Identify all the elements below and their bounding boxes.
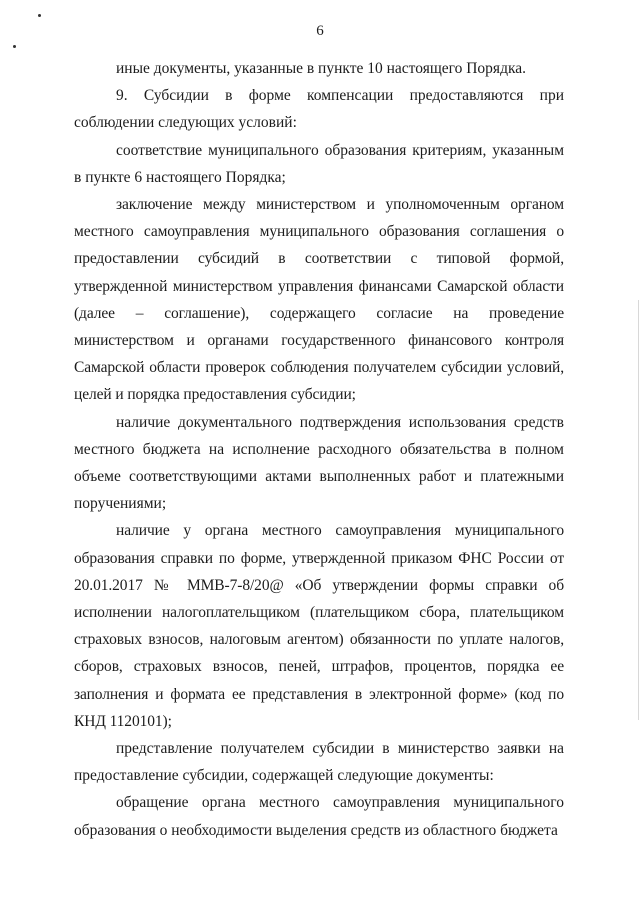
paragraph-request-letter: обращение органа местного самоуправления муниципального образования о необходимости выделения средств из областного бюджета bbox=[74, 794, 564, 839]
page-number: 6 bbox=[316, 23, 324, 39]
document-body bbox=[74, 55, 564, 844]
paragraph-other-documents: иные документы, указанные в пункте 10 настоящего Порядка. bbox=[116, 60, 527, 77]
paragraph-condition-tax-certificate: наличие у органа местного самоуправления муниципального образования справки по форме, утвержденной приказом ФНС России от 20.01.2017 № ММВ-7-8/20@ «Об утверждении формы справки об исполнении налогоплательщиком (плательщиком сбора, плательщиком страховых взносов, налоговым агентом) обязанности по уплате налогов, сборов, страховых взносов, пеней, штрафов, процентов, порядка ее заполнения и формата ее представления в электронной форме» (код по КНД 1120101); bbox=[74, 522, 564, 730]
paragraph-clause-9: 9. Субсидии в форме компенсации предоставляются при соблюдении следующих условий: bbox=[74, 87, 564, 132]
paragraph-condition-criteria: соответствие муниципального образования критериям, указанным в пункте 6 настоящего Порядка; bbox=[74, 141, 564, 186]
paragraph-condition-agreement: заключение между министерством и уполномоченным органом местного самоуправления муниципального образования соглашения о предоставлении субсидий в соответствии с типовой формой, утвержденной министерством управления финансами Самарской области (далее – соглашение), содержащего согласие на проведение министерством и органами государственного финансового контроля Самарской области проверок соблюдения получателем субсидии условий, целей и порядка предоставления субсидии; bbox=[74, 196, 564, 404]
scan-speck bbox=[13, 45, 16, 48]
scan-edge-mark bbox=[638, 300, 639, 720]
scan-speck bbox=[38, 14, 41, 17]
paragraph-condition-budget-confirmation: наличие документального подтверждения использования средств местного бюджета на исполнение расходного обязательства в полном объеме соответствующими актами выполненных работ и платежными поручениями; bbox=[74, 413, 564, 513]
paragraph-condition-application: представление получателем субсидии в министерство заявки на предоставление субсидии, содержащей следующие документы: bbox=[74, 740, 564, 785]
